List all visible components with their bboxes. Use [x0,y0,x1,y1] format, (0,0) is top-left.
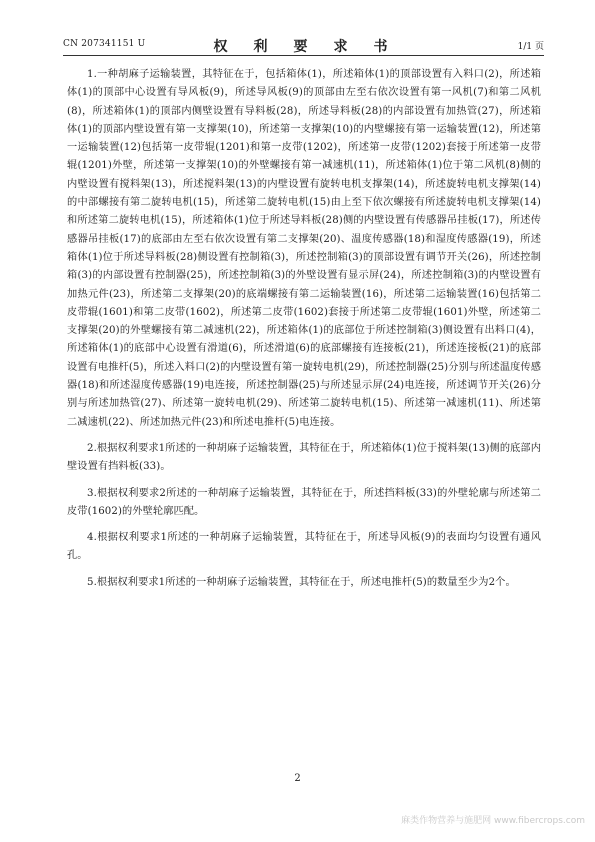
patent-number: CN 207341151 U [63,39,146,49]
watermark-text: 麻类作物营养与施肥网 www.fibercrops.com [401,816,585,826]
claim-1: 1.一种胡麻子运输装置，其特征在于，包括箱体(1)，所述箱体(1)的顶部设置有入料口(2)，所述箱体(1)的顶部中心设置有导风板(9)，所述导风板(9)的顶部由左至右依次设置有第一风机(7)和第二风机(8)，所述箱体(1)的顶部内侧壁设置有导料板(28)，所述导料板(28)的内部设置有加热管(27)，所述箱体(1)的顶部内壁设置有第一支撑架(10)，所述第一支撑架(10)的内壁螺接有第一运输装置(12)，所述第一运输装置(12)包括第一皮带辊(1201)和第一皮带(1202)，所述第一皮带(1202)套接于所述第一皮带辊(1201)外壁，所述第一支撑架(10)的外壁螺接有第一减速机(11)，所述箱体(1)位于第二风机(8)侧的内壁设置有搅料架(13)，所述搅料架(13)的内壁设置有旋转电机支撑架(14)，所述旋转电机支撑架(14)的中部螺接有第二旋转电机(15)，所述第二旋转电机(15)由上至下依次螺接有所述旋转电机支撑架(14)和所述第二旋转电机(15)，所述箱体(1)位于所述导料板(28)侧的内壁设置有传感器吊挂板(17)，所述传感器吊挂板(17)的底部由左至右依次设置有第二支撑架(20)、温度传感器(18)和湿度传感器(19)，所述箱体(1)位于所述导料板(28)侧设置有控制箱(3)，所述控制箱(3)的顶部设置有调节开关(26)，所述控制箱(3)的内部设置有控制器(25)，所述控制箱(3)的外壁设置有显示屏(24)，所述控制箱(3)的内壁设置有加热元件(23)，所述第二支撑架(20)的底端螺接有第二运输装置(16)，所述第二运输装置(16)包括第二皮带辊(1601)和第二皮带(1602)，所述第二皮带(1602)套接于所述第二皮带辊(1601)外壁，所述第二支撑架(20)的外壁螺接有第二减速机(22)，所述箱体(1)的底部位于所述控制箱(3)侧设置有出料口(4)，所述箱体(1)的底部中心设置有滑道(6)，所述滑道(6)的底部螺接有连接板(21)，所述连接板(21)的底部设置有电推杆(5)，所述入料口(2)的内壁设置有第一旋转电机(29)，所述控制器(25)分别与所述温度传感器(18)和所述湿度传感器(19)电连接，所述控制器(25)与所述显示屏(24)电连接，所述调节开关(26)分别与所述加热管(27)、所述第一旋转电机(29)、所述第二旋转电机(15)、所述第一减速机(11)、所述第二减速机(22)、所述加热元件(23)和所述电推杆(5)电连接。 [67,69,541,428]
document-title: 权 利 要 求 书 [213,39,394,55]
claims-body [67,66,541,600]
header-divider [63,55,544,56]
claim-3: 3.根据权利要求2所述的一种胡麻子运输装置，其特征在于，所述挡料板(33)的外壁轮廓与所述第二皮带(1602)的外壁轮廓匹配。 [67,487,541,517]
claim-2: 2.根据权利要求1所述的一种胡麻子运输装置，其特征在于，所述箱体(1)位于搅料架(13)侧的底部内壁设置有挡料板(33)。 [67,442,541,473]
claim-5: 5.根据权利要求1所述的一种胡麻子运输装置，其特征在于，所述电推杆(5)的数量至少为2个。 [87,576,516,588]
claim-4: 4.根据权利要求1所述的一种胡麻子运输装置，其特征在于，所述导风板(9)的表面均匀设置有通风孔。 [67,532,541,562]
page-number: 2 [294,773,301,784]
page-count: 1/1 页 [517,42,544,52]
document-header [63,36,544,55]
